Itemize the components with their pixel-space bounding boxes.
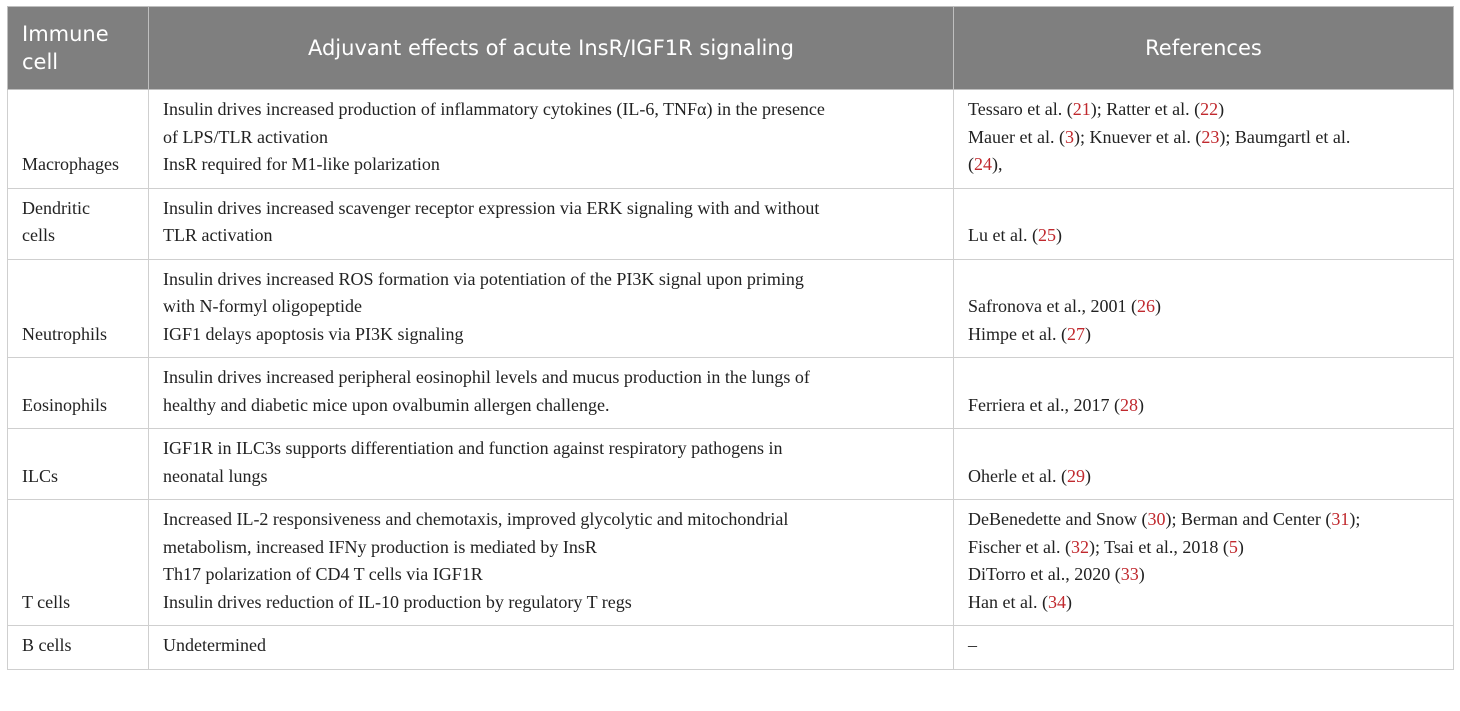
table-row	[8, 358, 1454, 429]
reference-line	[968, 589, 1439, 617]
effect-text-line: IGF1R in ILC3s supports differentiation and function against respiratory pathogens in	[163, 438, 783, 458]
reference-link[interactable]: 26	[1136, 296, 1155, 316]
header-row	[8, 7, 1454, 90]
data-table	[7, 6, 1454, 670]
references-cell	[954, 500, 1454, 626]
immune-cell-cell	[8, 90, 149, 189]
reference-text: ); Baumgartl et al.	[1219, 126, 1351, 147]
effects-cell	[149, 626, 954, 670]
header-adjuvant-effects: Adjuvant effects of acute InsR/IGF1R signaling	[149, 7, 954, 90]
reference-link[interactable]: 22	[1200, 99, 1219, 119]
effects-cell	[149, 259, 954, 358]
table-row	[8, 188, 1454, 259]
reference-text: ); Tsai et al., 2018 (	[1088, 536, 1229, 557]
effect-text-line: Undetermined	[163, 635, 266, 655]
header-immune-cell	[8, 7, 149, 90]
immune-cell-name: B cells	[22, 635, 72, 655]
table-body	[8, 90, 1454, 670]
immune-cell-name: cells	[22, 225, 55, 245]
effect-text-line: neonatal lungs	[163, 465, 268, 486]
header-immune-cell-line: Immune	[22, 22, 109, 46]
table-row	[8, 259, 1454, 358]
immune-cell-name: ILCs	[22, 465, 58, 486]
reference-text: Tessaro et al. (	[968, 99, 1073, 119]
reference-link[interactable]: 25	[1037, 225, 1056, 245]
references-cell	[954, 358, 1454, 429]
reference-link[interactable]: 29	[1066, 465, 1085, 486]
reference-line	[968, 534, 1439, 562]
reference-text: )	[1138, 564, 1145, 584]
reference-link[interactable]: 3	[1064, 126, 1074, 147]
reference-text: DeBenedette and Snow (	[968, 509, 1148, 529]
immune-cell-name: Neutrophils	[22, 323, 107, 344]
reference-text: ),	[992, 154, 1003, 174]
effects-cell	[149, 188, 954, 259]
effect-text-line: with N-formyl oligopeptide	[163, 296, 362, 316]
effect-text-line: Insulin drives increased scavenger receptor expression via ERK signaling with and without	[163, 197, 820, 218]
reference-link[interactable]: 30	[1147, 509, 1166, 529]
immune-cell-name: Macrophages	[22, 154, 119, 174]
immune-cell-name: Eosinophils	[22, 394, 108, 415]
reference-line	[968, 506, 1439, 534]
reference-line	[968, 293, 1439, 321]
immune-cell-cell	[8, 626, 149, 670]
reference-text: )	[1237, 536, 1244, 557]
reference-link[interactable]: 33	[1120, 564, 1139, 584]
reference-line	[968, 321, 1439, 349]
reference-text: (	[968, 154, 974, 174]
reference-text: DiTorro et al., 2020 (	[968, 564, 1121, 584]
reference-text: )	[1154, 296, 1161, 316]
reference-text: Lu et al. (	[968, 225, 1038, 245]
reference-link[interactable]: 21	[1072, 99, 1091, 119]
reference-line	[968, 96, 1439, 124]
reference-text: ); Knuever et al. (	[1073, 126, 1202, 147]
reference-text: Fischer et al. (	[968, 536, 1071, 557]
reference-link[interactable]: 5	[1228, 536, 1238, 557]
reference-text: Mauer et al. (	[968, 126, 1065, 147]
reference-line	[968, 124, 1439, 152]
effect-text-line: Insulin drives increased peripheral eosinophil levels and mucus production in the lungs of	[163, 367, 810, 387]
reference-text: Oherle et al. (	[968, 465, 1067, 486]
reference-line	[968, 392, 1439, 420]
effects-cell	[149, 429, 954, 500]
effect-text-line: IGF1 delays apoptosis via PI3K signaling	[163, 323, 464, 344]
reference-link[interactable]: 34	[1047, 591, 1066, 612]
reference-text: ); Ratter et al. (	[1090, 99, 1201, 119]
references-cell	[954, 90, 1454, 189]
reference-text: )	[1084, 465, 1091, 486]
immune-cell-cell	[8, 500, 149, 626]
effects-cell	[149, 358, 954, 429]
table-row	[8, 626, 1454, 670]
reference-text: ); Berman and Center (	[1165, 509, 1332, 529]
reference-text: )	[1084, 323, 1091, 344]
effect-text-line: Insulin drives increased ROS formation via potentiation of the PI3K signal upon priming	[163, 268, 804, 289]
reference-text: Himpe et al. (	[968, 323, 1067, 344]
effect-text-line: Insulin drives increased production of inflammatory cytokines (IL-6, TNFα) in the presence	[163, 99, 825, 119]
effect-text-line: TLR activation	[163, 225, 273, 245]
reference-line	[968, 222, 1439, 250]
immune-cell-name: Dendritic	[22, 197, 90, 218]
reference-line	[968, 463, 1439, 491]
reference-line	[968, 151, 1439, 179]
effect-text-line: metabolism, increased IFNy production is mediated by InsR	[163, 536, 597, 557]
reference-link[interactable]: 27	[1066, 323, 1085, 344]
immune-cell-cell	[8, 358, 149, 429]
reference-text: Han et al. (	[968, 591, 1048, 612]
reference-link[interactable]: 28	[1119, 394, 1138, 415]
reference-link[interactable]: 23	[1201, 126, 1220, 147]
effect-text-line: healthy and diabetic mice upon ovalbumin allergen challenge.	[163, 394, 610, 415]
references-cell	[954, 626, 1454, 670]
references-cell	[954, 188, 1454, 259]
reference-link[interactable]: 31	[1331, 509, 1350, 529]
effects-cell	[149, 90, 954, 189]
reference-text: );	[1349, 509, 1361, 529]
table-row	[8, 429, 1454, 500]
effect-text-line: Th17 polarization of CD4 T cells via IGF1R	[163, 564, 483, 584]
table-row	[8, 90, 1454, 189]
table-row	[8, 500, 1454, 626]
reference-line	[968, 561, 1439, 589]
immune-cell-cell	[8, 429, 149, 500]
header-references: References	[954, 7, 1454, 90]
reference-link[interactable]: 32	[1070, 536, 1089, 557]
immune-cell-cell	[8, 188, 149, 259]
header-immune-cell-line: cell	[22, 50, 59, 74]
effects-cell	[149, 500, 954, 626]
reference-text: Safronova et al., 2001 (	[968, 296, 1137, 316]
immune-cell-name: T cells	[22, 591, 71, 612]
effect-text-line: Insulin drives reduction of IL-10 production by regulatory T regs	[163, 591, 632, 612]
effect-text-line: of LPS/TLR activation	[163, 126, 328, 147]
reference-text: )	[1218, 99, 1225, 119]
reference-text: )	[1065, 591, 1072, 612]
reference-link[interactable]: 24	[974, 154, 992, 174]
references-cell	[954, 259, 1454, 358]
references-cell	[954, 429, 1454, 500]
effect-text-line: Increased IL-2 responsiveness and chemotaxis, improved glycolytic and mitochondrial	[163, 509, 789, 529]
table-header	[8, 7, 1454, 90]
reference-text: –	[968, 635, 977, 655]
immune-cell-cell	[8, 259, 149, 358]
reference-text: )	[1137, 394, 1144, 415]
reference-line	[968, 632, 1439, 660]
reference-text: Ferriera et al., 2017 (	[968, 394, 1120, 415]
reference-text: )	[1055, 225, 1062, 245]
effect-text-line: InsR required for M1-like polarization	[163, 154, 440, 174]
